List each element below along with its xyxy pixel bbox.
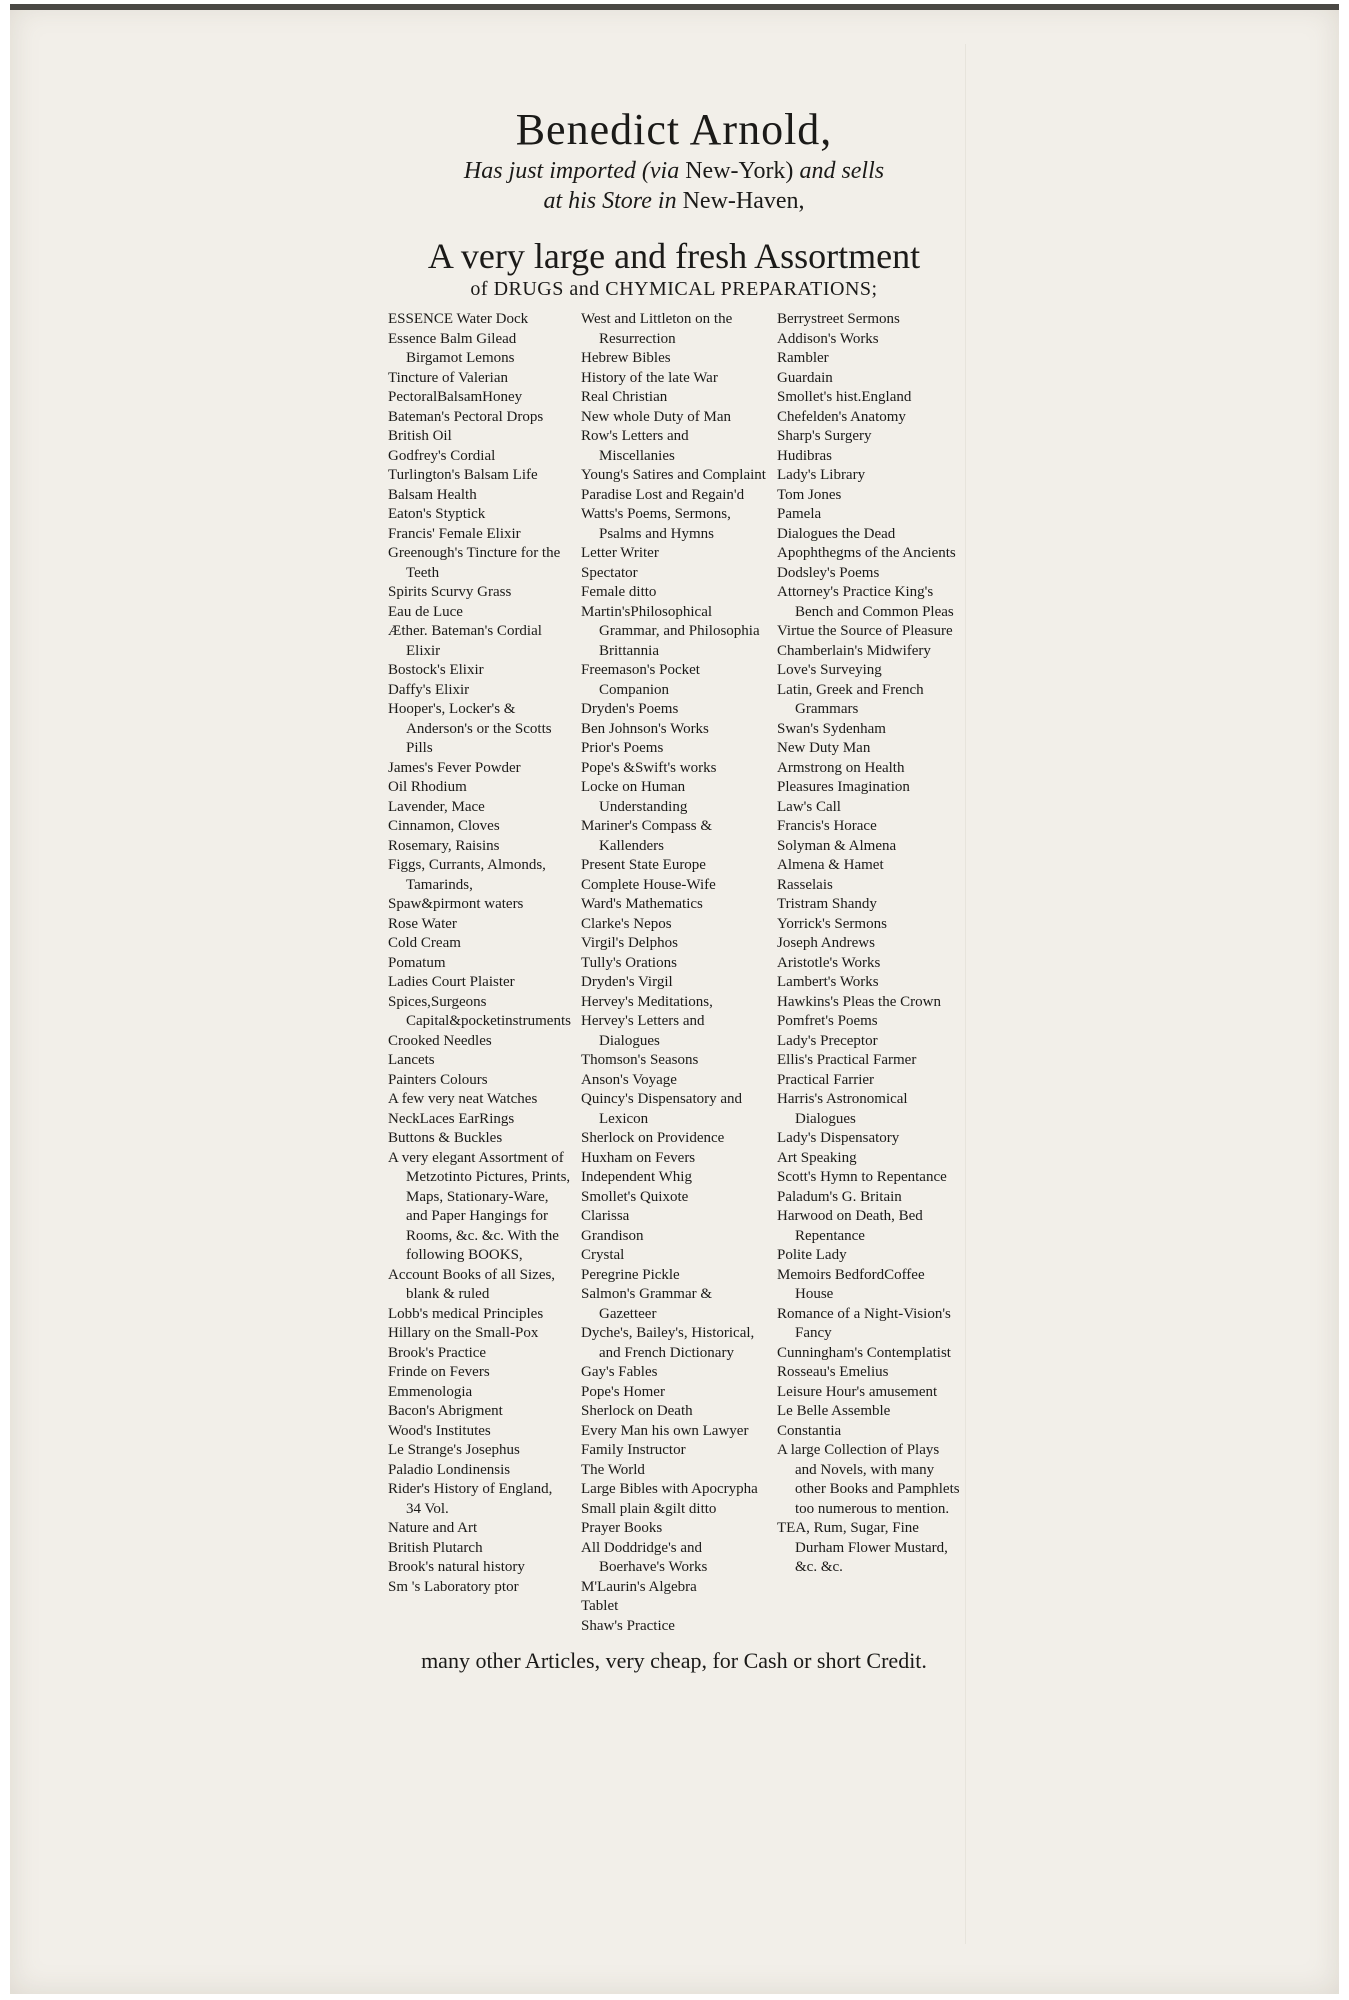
list-item: M'Laurin's Algebra — [581, 1578, 697, 1595]
list-item: Latin, Greek and French Grammars — [777, 681, 924, 717]
list-item: Hervey's Letters and Dialogues — [581, 1013, 705, 1049]
list-item: Lavender, Mace — [388, 798, 485, 815]
list-item: Chefelden's Anatomy — [777, 408, 906, 425]
list-item: Cunningham's Contemplatist — [777, 1344, 951, 1361]
list-item: Lady's Preceptor — [777, 1032, 878, 1049]
list-item: Ben Johnson's Works — [581, 720, 709, 737]
list-item: Solyman & Almena — [777, 837, 897, 854]
list-item: Lancets — [388, 1052, 435, 1068]
list-item: Le Strange's Josephus — [388, 1442, 520, 1458]
list-item: Account Books of all Sizes, blank & ruled — [388, 1266, 556, 1302]
list-item: Young's Satires and Complaint — [581, 467, 766, 483]
list-item: The World — [581, 1461, 645, 1478]
list-item: Complete House-Wife — [581, 876, 716, 893]
list-item: Addison's Works — [777, 330, 879, 347]
list-item: Figgs, Currants, Almonds, Tamarinds, — [388, 857, 546, 893]
list-item: Armstrong on Health — [777, 759, 905, 776]
list-item: Gay's Fables — [581, 1364, 658, 1380]
advert-subheading: of DRUGS and CHYMICAL PREPARATIONS; — [470, 278, 878, 300]
list-item: Pamela — [777, 506, 822, 522]
list-item: Aristotle's Works — [777, 954, 881, 971]
announcement-text: and sells — [799, 158, 885, 184]
list-item: Spirits Scurvy Grass — [388, 584, 512, 600]
list-item: Tom Jones — [777, 486, 842, 503]
list-item: Love's Surveying — [777, 662, 882, 678]
list-item: Art Speaking — [777, 1149, 857, 1166]
list-item: Row's Letters and Miscellanies — [581, 428, 689, 464]
list-item: Virgil's Delphos — [581, 935, 678, 951]
advert-headline: A very large and fresh Assortment — [427, 236, 921, 276]
list-item: Paladio Londinensis — [388, 1461, 511, 1478]
list-item: Family Instructor — [581, 1442, 686, 1458]
list-item: Brook's natural history — [388, 1559, 525, 1575]
list-item: A large Collection of Plays and Novels, with many other Books and Pamphlets too numerous to mention. — [777, 1442, 960, 1517]
list-item: Scott's Hymn to Repentance — [777, 1169, 947, 1185]
list-item: Leisure Hour's amusement — [777, 1383, 938, 1400]
list-item: Pomatum — [388, 954, 446, 971]
list-item: Chamberlain's Midwifery — [777, 642, 931, 659]
list-item: Francis' Female Elixir — [388, 525, 521, 542]
list-item: Eaton's Styptick — [388, 506, 486, 522]
list-item: Female ditto — [581, 584, 657, 600]
list-item: Crooked Needles — [388, 1032, 492, 1049]
list-item: Rose Water — [388, 915, 457, 932]
announcement-place: New-York) — [685, 158, 794, 184]
list-item: Tully's Orations — [581, 954, 677, 971]
advert-closing: many other Articles, very cheap, for Cash or short Credit. — [421, 1648, 927, 1673]
list-item: Lady's Dispensatory — [777, 1130, 900, 1146]
list-item: Peregrine Pickle — [581, 1266, 680, 1283]
list-item: Attorney's Practice King's Bench and Common Pleas — [777, 584, 954, 620]
list-item: Hawkins's Pleas the Crown — [777, 993, 941, 1010]
list-item: Wood's Institutes — [388, 1422, 491, 1439]
list-item: Cinnamon, Cloves — [388, 818, 500, 834]
list-item: Mariner's Compass & Kallenders — [581, 818, 713, 854]
list-item: Letter Writer — [581, 545, 659, 561]
list-item: Martin'sPhilosophical Grammar, and Philosophia Brittannia — [581, 603, 760, 659]
list-item: Dialogues the Dead — [777, 525, 896, 542]
list-item: Pope's &Swift's works — [581, 759, 717, 776]
list-item: Hooper's, Locker's & Anderson's or the Scotts Pills — [388, 701, 552, 756]
list-item: Sharp's Surgery — [777, 428, 872, 444]
goods-column-3 — [777, 310, 960, 1636]
list-item: Dryden's Virgil — [581, 974, 673, 990]
list-item: Sm 's Laboratory ptor — [388, 1578, 519, 1595]
list-item: Paradise Lost and Regain'd — [581, 486, 745, 503]
list-item: Hudibras — [777, 447, 832, 464]
announcement-line-1 — [388, 156, 960, 186]
list-item: Ladies Court Plaister — [388, 974, 515, 990]
list-item: Hillary on the Small-Pox — [388, 1325, 539, 1341]
list-item: Polite Lady — [777, 1247, 847, 1263]
list-item: Memoirs BedfordCoffee House — [777, 1266, 925, 1302]
list-item: Sherlock on Providence — [581, 1130, 725, 1146]
list-item: Crystal — [581, 1247, 625, 1263]
list-item: Huxham on Fevers — [581, 1149, 696, 1166]
list-item: Ellis's Practical Farmer — [777, 1052, 917, 1068]
list-item: Shaw's Practice — [581, 1617, 675, 1634]
list-item: Balsam Health — [388, 486, 477, 503]
list-item: Godfrey's Cordial — [388, 447, 496, 464]
list-item: Rosemary, Raisins — [388, 837, 500, 854]
list-item: Eau de Luce — [388, 603, 463, 620]
merchant-name: Benedict Arnold, — [515, 105, 833, 154]
list-item: British Oil — [388, 428, 452, 444]
list-item: Joseph Andrews — [777, 935, 875, 951]
list-item: Rambler — [777, 350, 829, 366]
newspaper-advertisement — [388, 104, 960, 1676]
list-item: Paladum's G. Britain — [777, 1188, 902, 1205]
list-item: Freemason's Pocket Companion — [581, 662, 700, 698]
list-item: Anson's Voyage — [581, 1071, 677, 1088]
list-item: Real Christian — [581, 389, 668, 405]
list-item: Daffy's Elixir — [388, 681, 470, 698]
list-item: Bacon's Abrigment — [388, 1403, 503, 1419]
announcement-text: at his Store in — [543, 188, 677, 214]
list-item: Tristram Shandy — [777, 896, 877, 912]
list-item: Constantia — [777, 1422, 842, 1439]
list-item: Le Belle Assemble — [777, 1403, 891, 1419]
announcement-text: Has just imported (via — [463, 158, 680, 184]
list-item: Ward's Mathematics — [581, 896, 703, 912]
list-item: A very elegant Assortment of Metzotinto Pictures, Prints, Maps, Stationary-Ware, and Paper Hangings for Rooms, &c. &c. With the following BOOKS, — [388, 1149, 571, 1263]
goods-column-2 — [581, 310, 767, 1636]
list-item: Locke on Human Understanding — [581, 779, 688, 815]
list-item: NeckLaces EarRings — [388, 1110, 515, 1127]
list-item: James's Fever Powder — [388, 759, 521, 776]
list-item: Law's Call — [777, 798, 841, 815]
list-item: Frinde on Fevers — [388, 1364, 490, 1380]
list-item: Smollet's hist.England — [777, 389, 912, 405]
list-item: Bostock's Elixir — [388, 662, 484, 678]
list-item: Harwood on Death, Bed Repentance — [777, 1208, 923, 1244]
list-item: Dodsley's Poems — [777, 564, 880, 581]
list-item: Clarissa — [581, 1208, 630, 1224]
list-item: Spices,Surgeons Capital&pocketinstruments — [388, 993, 571, 1029]
list-item: Greenough's Tincture for the Teeth — [388, 545, 561, 581]
list-item: Thomson's Seasons — [581, 1052, 699, 1068]
list-item: PectoralBalsamHoney — [388, 389, 523, 405]
list-item: Sherlock on Death — [581, 1403, 693, 1419]
paper-fold-line — [965, 44, 966, 1944]
list-item: Swan's Sydenham — [777, 720, 886, 737]
list-item: Hervey's Meditations, — [581, 993, 713, 1010]
list-item: TEA, Rum, Sugar, Fine Durham Flower Mustard, &c. &c. — [777, 1520, 948, 1575]
list-item: Salmon's Grammar & Gazetteer — [581, 1286, 713, 1322]
list-item: Rasselais — [777, 876, 833, 893]
list-item: Rosseau's Emelius — [777, 1364, 889, 1380]
list-item: Prior's Poems — [581, 740, 664, 756]
list-item: Pomfret's Poems — [777, 1013, 878, 1029]
list-item: ESSENCE Water Dock — [388, 311, 529, 327]
list-item: New Duty Man — [777, 740, 871, 756]
list-item: Painters Colours — [388, 1071, 488, 1088]
list-item: Buttons & Buckles — [388, 1130, 503, 1146]
list-item: Tablet — [581, 1598, 619, 1614]
list-item: Apophthegms of the Ancients — [777, 545, 956, 561]
list-item: Small plain &gilt ditto — [581, 1500, 717, 1517]
list-item: Dryden's Poems — [581, 701, 679, 717]
goods-list — [388, 310, 960, 1636]
list-item: Lambert's Works — [777, 974, 879, 990]
list-item: Grandison — [581, 1227, 644, 1244]
paper-sheet — [10, 4, 1339, 1994]
list-item: Berrystreet Sermons — [777, 311, 900, 327]
list-item: A few very neat Watches — [388, 1091, 538, 1107]
list-item: Cold Cream — [388, 935, 461, 951]
list-item: Prayer Books — [581, 1520, 663, 1536]
list-item: All Doddridge's and Boerhave's Works — [581, 1539, 708, 1575]
list-item: Romance of a Night-Vision's Fancy — [777, 1305, 951, 1341]
list-item: Yorrick's Sermons — [777, 915, 887, 932]
list-item: Harris's Astronomical Dialogues — [777, 1091, 908, 1127]
list-item: Hebrew Bibles — [581, 350, 671, 366]
list-item: Brook's Practice — [388, 1344, 487, 1361]
list-item: Tincture of Valerian — [388, 369, 508, 386]
list-item: New whole Duty of Man — [581, 408, 731, 425]
list-item: History of the late War — [581, 369, 718, 386]
list-item: Nature and Art — [388, 1520, 478, 1536]
announcement-place: New-Haven, — [682, 188, 805, 214]
list-item: Virtue the Source of Pleasure — [777, 623, 953, 639]
list-item: Spectator — [581, 564, 638, 581]
list-item: Francis's Horace — [777, 818, 877, 834]
goods-column-1 — [388, 310, 571, 1636]
list-item: Present State Europe — [581, 857, 706, 873]
list-item: Spaw&pirmont waters — [388, 896, 524, 912]
list-item: Emmenologia — [388, 1383, 473, 1400]
list-item: Independent Whig — [581, 1169, 692, 1185]
list-item: Pope's Homer — [581, 1383, 665, 1400]
list-item: Every Man his own Lawyer — [581, 1422, 749, 1439]
list-item: Smollet's Quixote — [581, 1188, 689, 1205]
list-item: Quincy's Dispensatory and Lexicon — [581, 1091, 743, 1127]
announcement-line-2 — [388, 186, 960, 216]
list-item: Large Bibles with Apocrypha — [581, 1481, 758, 1497]
list-item: Lobb's medical Principles — [388, 1305, 544, 1322]
list-item: Rider's History of England, 34 Vol. — [388, 1481, 553, 1517]
list-item: British Plutarch — [388, 1539, 483, 1556]
list-item: Lady's Library — [777, 467, 866, 483]
list-item: Turlington's Balsam Life — [388, 467, 538, 483]
list-item: Oil Rhodium — [388, 779, 467, 795]
list-item: Dyche's, Bailey's, Historical, and French Dictionary — [581, 1325, 755, 1361]
list-item: Essence Balm Gilead Birgamot Lemons — [388, 330, 517, 366]
list-item: Bateman's Pectoral Drops — [388, 408, 544, 425]
list-item: Almena & Hamet — [777, 857, 884, 873]
list-item: Clarke's Nepos — [581, 915, 672, 932]
list-item: Pleasures Imagination — [777, 779, 910, 795]
list-item: Guardain — [777, 369, 833, 386]
list-item: Æther. Bateman's Cordial Elixir — [388, 623, 542, 659]
list-item: Watts's Poems, Sermons, Psalms and Hymns — [581, 506, 731, 542]
list-item: Practical Farrier — [777, 1071, 875, 1088]
list-item: West and Littleton on the Resurrection — [581, 311, 733, 347]
